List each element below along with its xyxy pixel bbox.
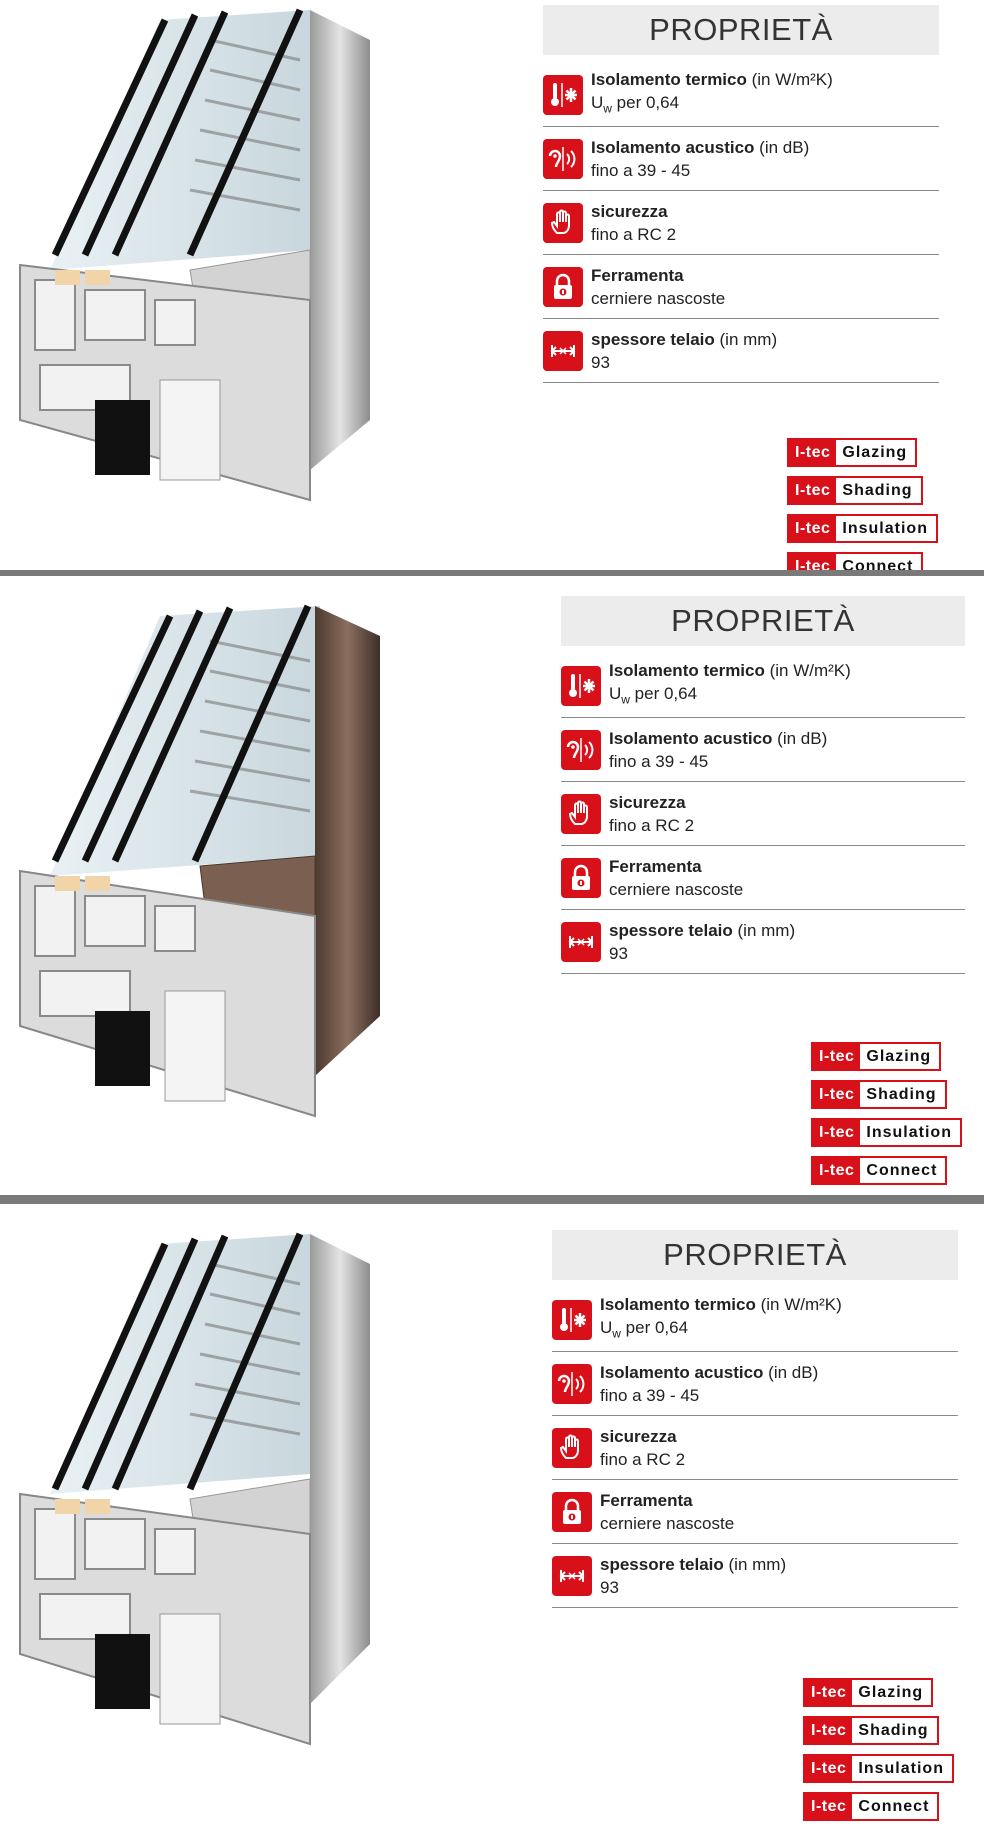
property-value: cerniere nascoste: [600, 1513, 735, 1533]
property-unit: (in mm): [723, 1554, 787, 1574]
property-value-sub: w: [612, 1326, 621, 1341]
property-value: fino a RC 2: [600, 1449, 686, 1469]
property-row-thickness: [552, 1544, 958, 1608]
property-value: per 0,64: [611, 93, 680, 113]
badge-glazing: I-tec Glazing: [811, 1042, 941, 1071]
ear-sound-icon: [543, 139, 583, 179]
property-value: fino a 39 - 45: [609, 751, 709, 771]
property-value: 93: [609, 943, 628, 963]
hand-icon: [561, 794, 601, 834]
properties-title: PROPRIETÀ: [552, 1230, 958, 1280]
lock-icon: [552, 1492, 592, 1532]
property-row-hardware: [543, 255, 939, 319]
badge-connect: I-tec Connect: [803, 1792, 939, 1821]
property-unit: (in dB): [754, 137, 810, 157]
window-cross-section-image-bronze: [10, 596, 390, 1136]
property-name: spessore telaio: [609, 920, 733, 940]
property-value: fino a 39 - 45: [600, 1385, 700, 1405]
section-divider: [0, 1195, 984, 1204]
properties-panel-1: [543, 5, 939, 383]
property-row-security: [552, 1416, 958, 1480]
property-value: 93: [600, 1577, 619, 1597]
property-row-thermal: [543, 63, 939, 127]
thermometer-snowflake-icon: [561, 666, 601, 706]
ear-sound-icon: [552, 1364, 592, 1404]
property-unit: (in mm): [714, 329, 778, 349]
badge-connect: I-tec Connect: [811, 1156, 947, 1185]
property-name: sicurezza: [600, 1426, 677, 1446]
thermometer-snowflake-icon: [543, 75, 583, 115]
property-value: per 0,64: [629, 684, 698, 704]
property-row-acoustic: [552, 1352, 958, 1416]
property-unit: (in dB): [763, 1362, 819, 1382]
hand-icon: [552, 1428, 592, 1468]
property-unit: (in W/m²K): [746, 70, 833, 90]
window-cross-section-image-silver: [10, 1224, 380, 1764]
properties-title: PROPRIETÀ: [561, 596, 965, 646]
itec-badges-2: [811, 1042, 962, 1194]
property-name: sicurezza: [609, 792, 686, 812]
product-section-1: [0, 0, 984, 570]
badge-glazing: I-tec Glazing: [787, 438, 917, 467]
property-value: cerniere nascoste: [609, 879, 744, 899]
property-name: Isolamento termico: [600, 1295, 756, 1315]
property-row-thermal: [552, 1288, 958, 1352]
property-unit: (in W/m²K): [764, 661, 851, 681]
property-unit: (in W/m²K): [755, 1295, 842, 1315]
property-row-security: [561, 782, 965, 846]
badge-insulation: I-tec Insulation: [787, 514, 938, 543]
property-unit: (in dB): [772, 728, 828, 748]
property-value: fino a 39 - 45: [591, 160, 691, 180]
property-value-sub: w: [621, 692, 630, 707]
property-row-acoustic: [543, 127, 939, 191]
property-value-prefix: U: [600, 1318, 613, 1338]
badge-insulation: I-tec Insulation: [803, 1754, 954, 1783]
itec-badges-3: [803, 1678, 954, 1830]
properties-title: PROPRIETÀ: [543, 5, 939, 55]
property-name: Ferramenta: [591, 265, 684, 285]
lock-icon: [561, 858, 601, 898]
property-row-thermal: [561, 654, 965, 718]
property-value: fino a RC 2: [591, 224, 677, 244]
properties-panel-3: [552, 1230, 958, 1608]
property-name: sicurezza: [591, 201, 668, 221]
badge-shading: I-tec Shading: [811, 1080, 947, 1109]
property-value: 93: [591, 352, 610, 372]
badge-insulation: I-tec Insulation: [811, 1118, 962, 1147]
property-unit: (in mm): [732, 920, 796, 940]
hand-icon: [543, 203, 583, 243]
property-name: Isolamento acustico: [609, 728, 773, 748]
badge-shading: I-tec Shading: [803, 1716, 939, 1745]
property-row-thickness: [543, 319, 939, 383]
property-name: Isolamento acustico: [600, 1362, 764, 1382]
property-name: Ferramenta: [609, 856, 702, 876]
property-value-sub: w: [603, 101, 612, 116]
itec-badges-1: [787, 438, 938, 570]
property-row-hardware: [561, 846, 965, 910]
property-row-security: [543, 191, 939, 255]
property-name: spessore telaio: [600, 1554, 724, 1574]
thickness-arrows-icon: [561, 922, 601, 962]
property-row-thickness: [561, 910, 965, 974]
property-value: per 0,64: [620, 1318, 689, 1338]
product-section-2: [0, 576, 984, 1195]
property-name: Isolamento termico: [591, 70, 747, 90]
badge-connect: I-tec Connect: [787, 552, 923, 570]
property-name: Isolamento acustico: [591, 137, 755, 157]
property-value-prefix: U: [609, 684, 622, 704]
property-name: Isolamento termico: [609, 661, 765, 681]
property-value-prefix: U: [591, 93, 604, 113]
thickness-arrows-icon: [552, 1556, 592, 1596]
badge-shading: I-tec Shading: [787, 476, 923, 505]
property-row-hardware: [552, 1480, 958, 1544]
thickness-arrows-icon: [543, 331, 583, 371]
window-cross-section-image-silver: [10, 0, 380, 510]
property-name: spessore telaio: [591, 329, 715, 349]
property-name: Ferramenta: [600, 1490, 693, 1510]
property-value: cerniere nascoste: [591, 288, 726, 308]
property-row-acoustic: [561, 718, 965, 782]
product-section-3: [0, 1204, 984, 1837]
lock-icon: [543, 267, 583, 307]
property-value: fino a RC 2: [609, 815, 695, 835]
thermometer-snowflake-icon: [552, 1300, 592, 1340]
badge-glazing: I-tec Glazing: [803, 1678, 933, 1707]
properties-panel-2: [561, 596, 965, 974]
ear-sound-icon: [561, 730, 601, 770]
